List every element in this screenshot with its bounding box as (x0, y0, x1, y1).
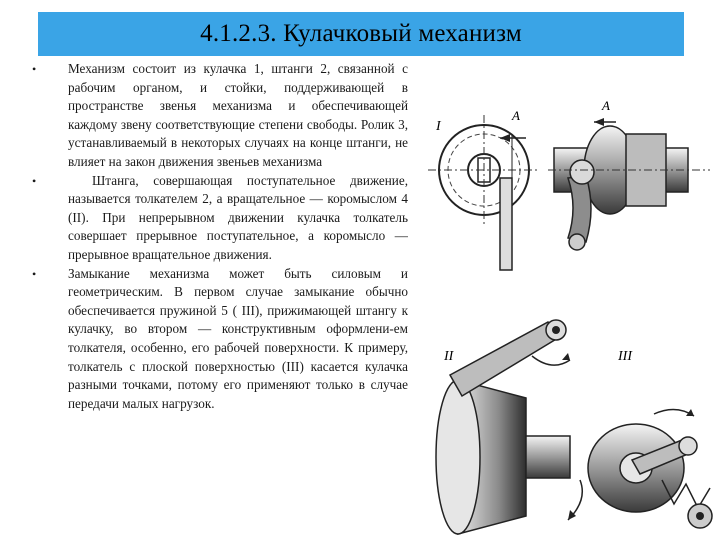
figure-1-side-view (548, 98, 710, 250)
section-a-right-label: A (602, 98, 610, 113)
bullet-item-1 (30, 60, 408, 172)
figure-2-conical-cam (436, 320, 582, 534)
text-content (30, 60, 408, 540)
bullet-text: Штанга, совершающая поступательное движение, называется толкателем 2, а вращательное — коромыслом 4 (II). При непрерывном движении кулачка толкатель совершает прерывное поступательное, а коромысло — прерывное вращательное движения. (68, 172, 408, 262)
bullet-marker: • (32, 173, 37, 188)
figure-2-label: II (444, 349, 454, 364)
bullet-marker: • (32, 62, 37, 76)
bullet-item-2 (30, 172, 408, 265)
figure-1-disc-cam (428, 108, 540, 270)
bullet-marker: • (32, 266, 37, 281)
figure-1-label: I (436, 119, 441, 134)
bullet-text: Замыкание механизма может быть силовым и геометрическим. В первом случае замыкание обычно обеспечивается пружиной 5 ( III), прижимающей штангу к кулачку, во втором — конструктивным оформлени-ем толкателя, особенно, его рабочей поверхности. К примеру, толкатель с плоской поверхностью (III) касается кулачка разными точками, потому его применяют только в случае передачи малых нагрузок. (68, 265, 408, 411)
cam-mechanism-figures (418, 60, 718, 540)
title-bar (38, 12, 684, 56)
slide-title: 4.1.2.3. Кулачковый механизм (200, 20, 522, 47)
figure-3-label: III (618, 349, 632, 364)
figure-3-disc-cam-spring (588, 349, 712, 528)
bullet-text: Механизм состоит из кулачка 1, штанги 2, связанной с рабочим органом, и стойки, поддерживающей в пространстве звенья механизма и обеспечивающей каждому звену соответствующие степени свободы. Ролик 3, устанавливаемый в некоторых случаях на конце штанги, не влияет на закон движения звеньев механизма (68, 61, 408, 169)
cam-drawings (418, 60, 718, 540)
bullet-item-3 (30, 265, 408, 414)
section-a-left-label: A (512, 108, 520, 123)
